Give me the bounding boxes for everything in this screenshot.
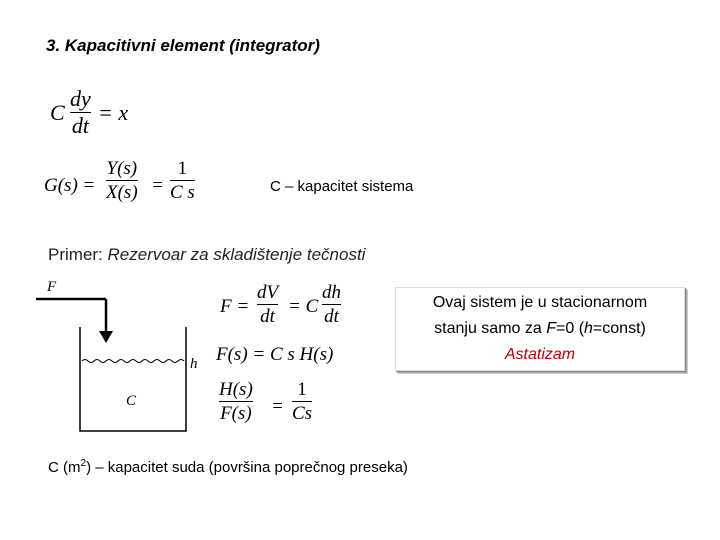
callout-line2-mid: =0 ( bbox=[556, 320, 585, 337]
eq5-num2: 1 bbox=[297, 379, 307, 400]
footer-note bbox=[48, 458, 408, 476]
tank-walls bbox=[80, 327, 186, 431]
eq2-num2: 1 bbox=[177, 158, 188, 179]
callout-line2 bbox=[396, 316, 684, 342]
footer-post: ) – kapacitet suda (površina poprečnog preseka) bbox=[86, 459, 408, 476]
callout-line2-F: F bbox=[546, 320, 556, 337]
eq3-den1: dt bbox=[260, 306, 275, 327]
inflow-label: F bbox=[47, 279, 57, 295]
liquid-surface bbox=[82, 360, 184, 363]
capacity-note: C – kapacitet sistema bbox=[270, 178, 414, 195]
eq4: F(s) = C s H(s) bbox=[216, 344, 334, 365]
eq3-lhs: F = bbox=[220, 296, 250, 317]
eq2-fraction1 bbox=[106, 159, 138, 202]
eq2-lhs: G(s) = bbox=[44, 175, 96, 196]
stationary-state-callout bbox=[395, 287, 685, 371]
callout-line1: Ovaj sistem je u stacionarnom bbox=[432, 294, 648, 311]
eq3-num1: dV bbox=[257, 282, 279, 303]
tank-diagram bbox=[30, 275, 210, 450]
level-label: h bbox=[190, 356, 198, 372]
eq1-coef: C bbox=[50, 100, 65, 125]
example-rest: Rezervoar za skladištenje tečnosti bbox=[102, 245, 366, 264]
eq1-rhs: = x bbox=[98, 100, 129, 125]
eq2-den1: X(s) bbox=[106, 182, 138, 203]
page-title: 3. Kapacitivni element (integrator) bbox=[46, 36, 320, 55]
capacity-label: C bbox=[126, 393, 137, 409]
eq5-num1: H(s) bbox=[219, 379, 253, 400]
eq3-num2: dh bbox=[322, 282, 341, 303]
eq5-fraction2 bbox=[292, 380, 312, 423]
eq5-eq: = bbox=[271, 396, 284, 417]
eq1-fraction bbox=[70, 88, 91, 137]
callout-line2-post: =const) bbox=[592, 320, 646, 337]
eq2-den2: C s bbox=[170, 182, 195, 203]
callout-line2-pre: stanju samo za bbox=[434, 320, 547, 337]
example-lead: Primer: bbox=[48, 245, 103, 264]
eq5-den1: F(s) bbox=[220, 403, 252, 424]
eq2-num1: Y(s) bbox=[106, 158, 138, 179]
eq2-eq: = bbox=[151, 175, 164, 196]
eq5-den2: Cs bbox=[292, 403, 313, 424]
eq3-den2: dt bbox=[324, 306, 339, 327]
callout-line2-h: h bbox=[584, 320, 593, 337]
eq1-den: dt bbox=[71, 113, 89, 138]
footer-sup: 2 bbox=[80, 458, 87, 469]
callout-astatism: Astatizam bbox=[504, 346, 576, 363]
eq3-eq: = C bbox=[288, 296, 319, 317]
example-heading bbox=[48, 245, 365, 265]
eq3-fraction2 bbox=[322, 283, 341, 326]
eq1-num: dy bbox=[70, 86, 91, 111]
inflow-arrow-head bbox=[99, 331, 113, 343]
eq5-fraction1 bbox=[219, 380, 253, 423]
eq2-fraction2 bbox=[170, 159, 195, 202]
footer-pre: C (m bbox=[48, 459, 81, 476]
eq3-fraction1 bbox=[257, 283, 278, 326]
